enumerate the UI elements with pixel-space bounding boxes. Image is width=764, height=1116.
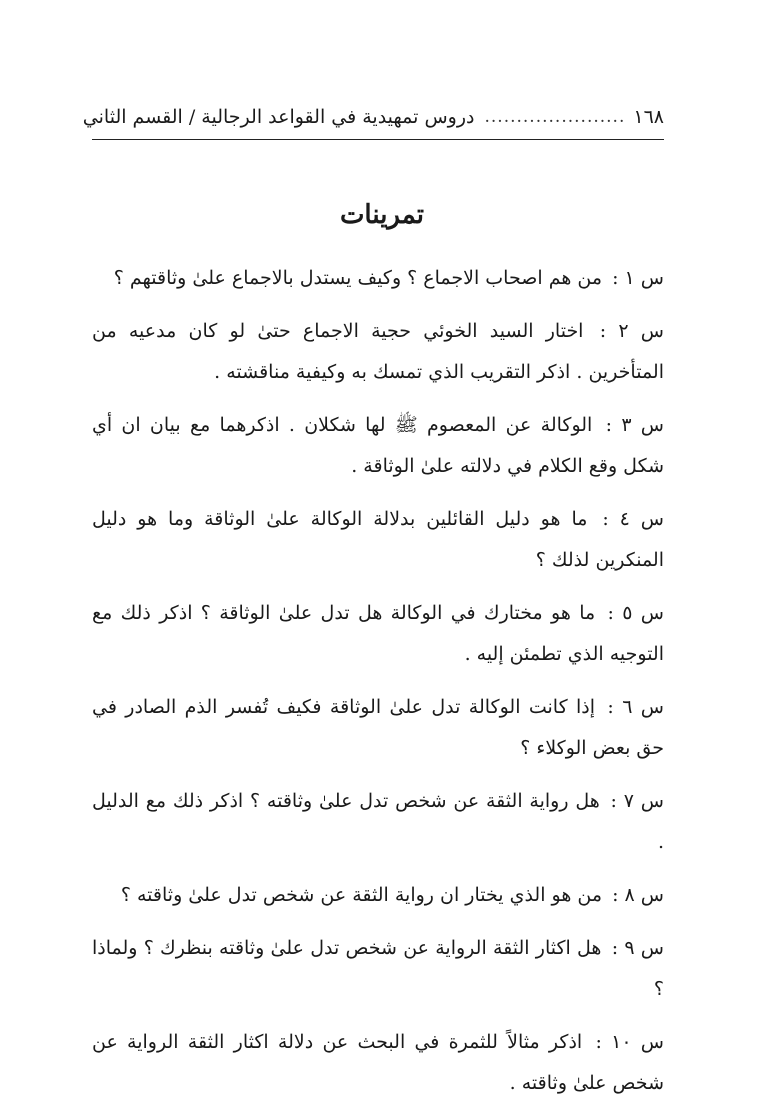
exercise-number: س ١٠ :	[595, 1031, 664, 1053]
page-number: ١٦٨	[633, 105, 664, 128]
exercise-item	[92, 311, 664, 393]
exercise-item	[92, 499, 664, 581]
exercise-item	[92, 1022, 664, 1104]
exercise-number: س ٣ :	[605, 414, 665, 436]
exercise-text: ما هو مختارك في الوكالة هل تدل علىٰ الوثاقة ؟ اذكر ذلك مع التوجيه الذي تطمئن إليه .	[92, 602, 664, 665]
exercise-text: ما هو دليل القائلين بدلالة الوكالة علىٰ الوثاقة وما هو دليل المنكرين لذلك ؟	[92, 508, 664, 571]
running-header	[82, 100, 664, 140]
exercise-item	[92, 781, 664, 863]
exercise-text: هل اكثار الثقة الرواية عن شخص تدل علىٰ وثاقته بنظرك ؟ ولماذا ؟	[92, 937, 664, 1000]
exercise-number: س ٨ :	[612, 884, 664, 906]
exercise-text: اختار السيد الخوئي حجية الاجماع حتىٰ لو كان مدعيه من المتأخرين . اذكر التقريب الذي تمسك به وكيفية مناقشته .	[92, 320, 664, 383]
exercise-item	[92, 258, 664, 299]
exercise-number: س ٢ :	[599, 320, 664, 342]
exercise-text: من هو الذي يختار ان رواية الثقة عن شخص تدل علىٰ وثاقته ؟	[120, 884, 603, 906]
exercise-item	[92, 928, 664, 1010]
exercise-item	[92, 405, 664, 487]
exercise-text: من هم اصحاب الاجماع ؟ وكيف يستدل بالاجماع علىٰ وثاقتهم ؟	[113, 267, 603, 289]
exercise-item	[92, 593, 664, 675]
exercise-item	[92, 875, 664, 916]
exercise-text: اذكر مثالاً للثمرة في البحث عن دلالة اكثار الثقة الرواية عن شخص علىٰ وثاقته .	[92, 1031, 664, 1094]
exercise-text: إذا كانت الوكالة تدل علىٰ الوثاقة فكيف تُفسر الذم الصادر في حق بعض الوكلاء ؟	[92, 696, 664, 759]
section-title: تمرينات	[339, 200, 425, 230]
exercise-text: هل رواية الثقة عن شخص تدل علىٰ وثاقته ؟ اذكر ذلك مع الدليل .	[92, 790, 664, 853]
exercise-list	[92, 258, 664, 1116]
exercise-number: س ٦ :	[607, 696, 664, 718]
exercise-number: س ٧ :	[610, 790, 664, 812]
header-dot-leader: ......................	[484, 106, 626, 127]
book-title: دروس تمهيدية في القواعد الرجالية / القسم الثاني	[82, 105, 475, 128]
exercise-number: س ١ :	[612, 267, 664, 289]
exercise-item	[92, 687, 664, 769]
exercise-text: الوكالة عن المعصوم ﷺ لها شكلان . اذكرهما مع بيان ان أي شكل وقع الكلام في دلالته علىٰ الوثاقة .	[92, 414, 664, 477]
exercise-number: س ٥ :	[607, 602, 664, 624]
exercise-number: س ٩ :	[611, 937, 664, 959]
exercise-number: س ٤ :	[602, 508, 665, 530]
